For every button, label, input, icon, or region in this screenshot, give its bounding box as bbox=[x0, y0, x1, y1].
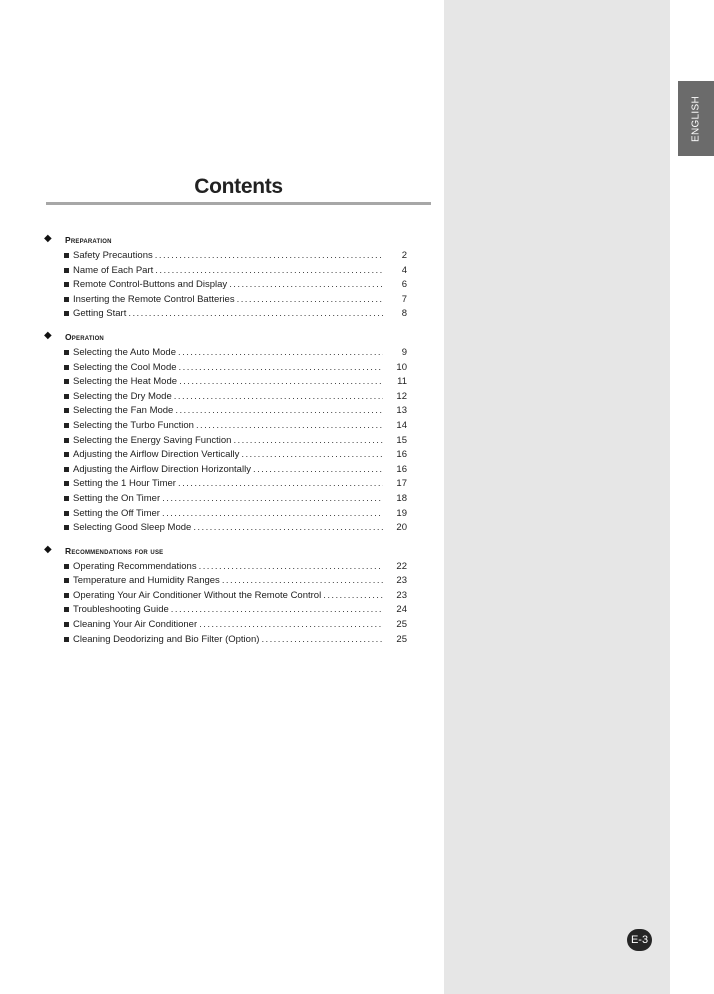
toc-entry bbox=[44, 448, 419, 463]
margin-panel bbox=[444, 0, 670, 994]
entry-page-number: 4 bbox=[401, 264, 407, 276]
section-title: Recommendations for use bbox=[65, 545, 164, 556]
page-number-badge: E-3 bbox=[627, 929, 652, 951]
toc-entry bbox=[44, 560, 419, 575]
square-bullet-icon bbox=[64, 525, 69, 530]
entry-page-number: 2 bbox=[401, 250, 407, 261]
square-bullet-icon bbox=[64, 637, 69, 642]
entry-label: Inserting the Remote Control Batteries . . . bbox=[73, 293, 383, 308]
entry-label: Setting the On Timer . . . bbox=[73, 492, 383, 507]
toc-entry bbox=[44, 419, 419, 434]
diamond-bullet-icon: ◆ bbox=[44, 233, 52, 244]
square-bullet-icon bbox=[64, 496, 69, 501]
toc-entry bbox=[44, 249, 419, 264]
entry-page-number: 7 bbox=[401, 293, 407, 305]
entry-label: Selecting the Auto Mode . . . bbox=[73, 346, 383, 361]
section-heading bbox=[44, 232, 419, 249]
entry-page-number: 14 bbox=[396, 419, 407, 431]
section-heading bbox=[44, 329, 419, 346]
entry-label: Adjusting the Airflow Direction Horizontally . . . bbox=[73, 463, 383, 478]
toc-section bbox=[44, 329, 419, 536]
entry-label: Selecting the Dry Mode . . . bbox=[73, 390, 383, 405]
entry-page-number: 25 bbox=[396, 633, 407, 645]
entry-label: Cleaning Your Air Conditioner . . . bbox=[73, 618, 383, 633]
square-bullet-icon bbox=[64, 467, 69, 472]
square-bullet-icon bbox=[64, 438, 69, 443]
entry-page-number: 12 bbox=[396, 390, 407, 402]
square-bullet-icon bbox=[64, 408, 69, 413]
entry-label: Adjusting the Airflow Direction Vertically . . . bbox=[73, 448, 383, 463]
entry-page-number: 9 bbox=[401, 346, 407, 358]
entry-label: Selecting the Fan Mode . . . bbox=[73, 404, 383, 419]
entry-label: Selecting the Turbo Function . . . bbox=[73, 419, 383, 434]
toc-entry bbox=[44, 346, 419, 361]
entry-page-number: 23 bbox=[396, 575, 407, 587]
table-of-contents bbox=[44, 232, 419, 654]
square-bullet-icon bbox=[64, 511, 69, 516]
entry-label: Selecting Good Sleep Mode . . . bbox=[73, 521, 383, 536]
entry-page-number: 19 bbox=[396, 507, 407, 519]
toc-entry bbox=[44, 633, 419, 648]
entry-page-number: 15 bbox=[396, 434, 407, 446]
toc-entry bbox=[44, 618, 419, 633]
language-tab bbox=[678, 81, 714, 156]
entry-label: Temperature and Humidity Ranges . . . bbox=[73, 574, 383, 589]
toc-section bbox=[44, 543, 419, 648]
entry-page-number: 23 bbox=[396, 589, 407, 601]
toc-entry bbox=[44, 307, 419, 322]
square-bullet-icon bbox=[64, 253, 69, 258]
square-bullet-icon bbox=[64, 350, 69, 355]
square-bullet-icon bbox=[64, 365, 69, 370]
entry-label: Operating Your Air Conditioner Without the Remote Control . . . bbox=[73, 589, 383, 604]
section-heading bbox=[44, 543, 419, 560]
square-bullet-icon bbox=[64, 282, 69, 287]
entry-page-number: 10 bbox=[396, 361, 407, 373]
diamond-bullet-icon: ◆ bbox=[44, 329, 52, 341]
toc-entry bbox=[44, 521, 419, 536]
toc-entry bbox=[44, 293, 419, 308]
entry-label: Selecting the Energy Saving Function . . . bbox=[73, 434, 383, 449]
entry-page-number: 13 bbox=[396, 405, 407, 417]
entry-label: Safety Precautions . . . bbox=[73, 249, 383, 264]
entry-page-number: 17 bbox=[396, 478, 407, 490]
diamond-bullet-icon: ◆ bbox=[44, 543, 52, 555]
square-bullet-icon bbox=[64, 564, 69, 569]
toc-entry bbox=[44, 390, 419, 405]
toc-entry bbox=[44, 404, 419, 419]
toc-entry bbox=[44, 264, 419, 279]
entry-page-number: 16 bbox=[396, 449, 407, 461]
toc-entry bbox=[44, 361, 419, 376]
toc-entry bbox=[44, 603, 419, 618]
entry-page-number: 11 bbox=[397, 376, 407, 388]
square-bullet-icon bbox=[64, 423, 69, 428]
page-title: Contents bbox=[194, 175, 283, 198]
square-bullet-icon bbox=[64, 578, 69, 583]
toc-entry bbox=[44, 574, 419, 589]
toc-entry bbox=[44, 589, 419, 604]
entry-page-number: 16 bbox=[396, 463, 407, 475]
entry-label: Remote Control-Buttons and Display . . . bbox=[73, 278, 383, 293]
entry-label: Troubleshooting Guide . . . bbox=[73, 603, 383, 618]
entry-label: Cleaning Deodorizing and Bio Filter (Option) . . . bbox=[73, 633, 383, 648]
section-title: Operation bbox=[65, 331, 104, 342]
title-underline bbox=[46, 202, 431, 205]
square-bullet-icon bbox=[64, 297, 69, 302]
entry-label: Operating Recommendations . . . bbox=[73, 560, 383, 575]
square-bullet-icon bbox=[64, 622, 69, 627]
toc-section bbox=[44, 232, 419, 322]
toc-entry bbox=[44, 477, 419, 492]
toc-entry bbox=[44, 434, 419, 449]
square-bullet-icon bbox=[64, 311, 69, 316]
toc-entry bbox=[44, 507, 419, 522]
entry-page-number: 25 bbox=[396, 619, 407, 631]
entry-label: Selecting the Cool Mode . . . bbox=[73, 361, 383, 376]
square-bullet-icon bbox=[64, 481, 69, 486]
square-bullet-icon bbox=[64, 379, 69, 384]
entry-page-number: 6 bbox=[401, 279, 407, 291]
square-bullet-icon bbox=[64, 394, 69, 399]
entry-label: Name of Each Part . . . bbox=[73, 264, 383, 279]
square-bullet-icon bbox=[64, 607, 69, 612]
entry-label: Setting the Off Timer . . . bbox=[73, 507, 383, 522]
square-bullet-icon bbox=[64, 452, 69, 457]
language-tab-label: ENGLISH bbox=[690, 95, 702, 142]
toc-entry bbox=[44, 375, 419, 390]
entry-label: Selecting the Heat Mode . . . bbox=[73, 375, 383, 390]
square-bullet-icon bbox=[64, 593, 69, 598]
entry-label: Getting Start . . . bbox=[73, 307, 383, 322]
toc-entry bbox=[44, 278, 419, 293]
entry-page-number: 22 bbox=[396, 560, 407, 572]
entry-page-number: 20 bbox=[396, 522, 407, 534]
toc-entry bbox=[44, 463, 419, 478]
square-bullet-icon bbox=[64, 268, 69, 273]
entry-label: Setting the 1 Hour Timer . . . bbox=[73, 477, 383, 492]
entry-page-number: 24 bbox=[396, 604, 407, 616]
toc-entry bbox=[44, 492, 419, 507]
entry-page-number: 18 bbox=[396, 492, 407, 504]
entry-page-number: 8 bbox=[401, 308, 407, 320]
section-title: Preparation bbox=[65, 235, 112, 245]
